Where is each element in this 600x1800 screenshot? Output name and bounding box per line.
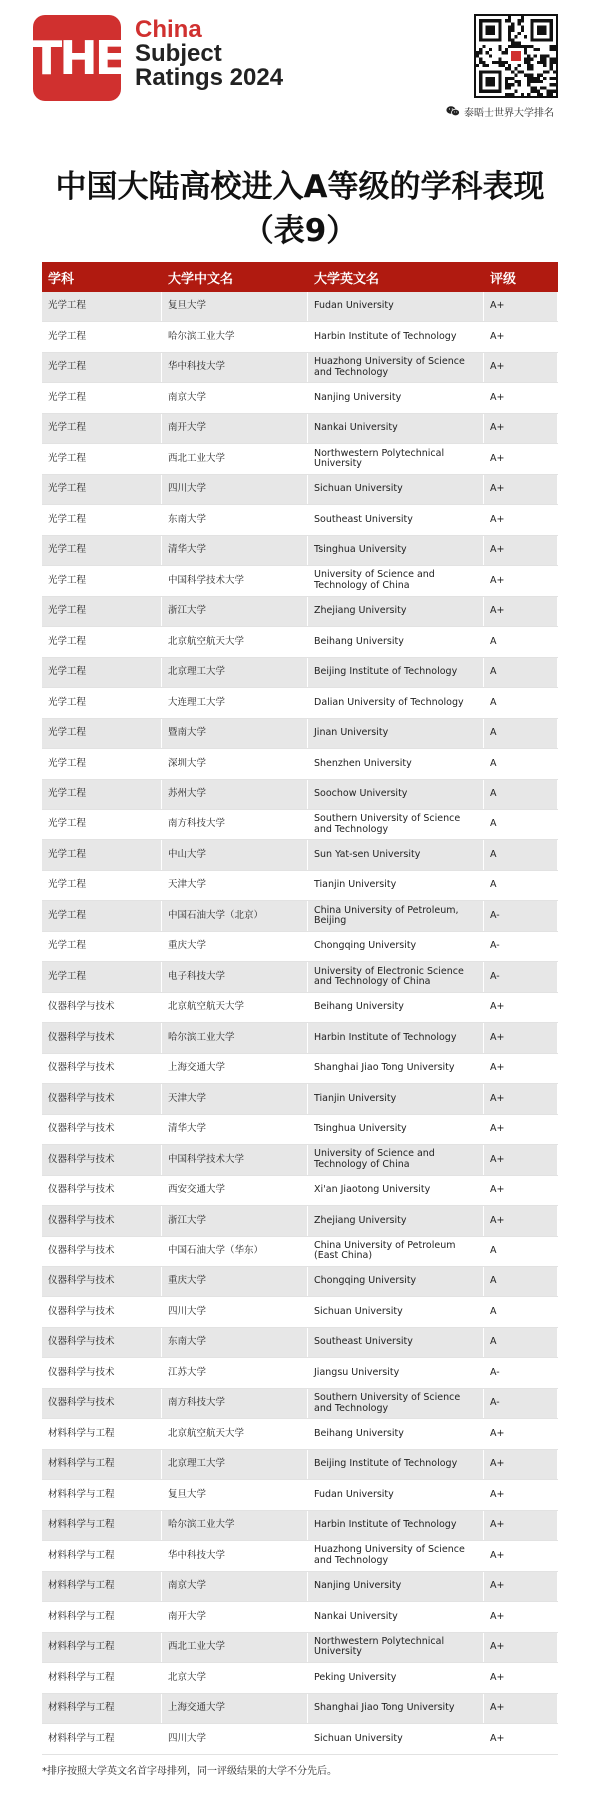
cell-rating: A+	[484, 1480, 558, 1509]
cell-subject: 仪器科学与技术	[42, 1297, 162, 1326]
cell-chinese-name: 北京理工大学	[162, 1450, 308, 1479]
cell-rating: A+	[484, 505, 558, 534]
table-row	[42, 1572, 558, 1602]
cell-english-name: Shanghai Jiao Tong University	[308, 1694, 484, 1723]
cell-rating: A+	[484, 1633, 558, 1662]
cell-chinese-name: 苏州大学	[162, 780, 308, 809]
cell-subject: 仪器科学与技术	[42, 1115, 162, 1144]
cell-chinese-name: 上海交通大学	[162, 1694, 308, 1723]
column-header-english-name: 大学英文名	[314, 271, 380, 287]
cell-subject: 材料科学与工程	[42, 1633, 162, 1662]
cell-english-name: Tsinghua University	[308, 536, 484, 565]
cell-rating: A	[484, 688, 558, 717]
cell-english-name: China University of Petroleum (East China)	[308, 1237, 484, 1266]
table-row	[42, 1267, 558, 1297]
cell-rating: A+	[484, 1023, 558, 1052]
cell-subject: 材料科学与工程	[42, 1663, 162, 1692]
cell-subject: 仪器科学与技术	[42, 1084, 162, 1113]
cell-english-name: Harbin Institute of Technology	[308, 322, 484, 351]
cell-english-name: Northwestern Polytechnical University	[308, 444, 484, 473]
cell-chinese-name: 中国科学技术大学	[162, 566, 308, 595]
cell-chinese-name: 哈尔滨工业大学	[162, 1023, 308, 1052]
table-row	[42, 1115, 558, 1145]
cell-english-name: University of Science and Technology of China	[308, 1145, 484, 1174]
table-row	[42, 1633, 558, 1663]
cell-chinese-name: 北京大学	[162, 1663, 308, 1692]
column-header-chinese-name: 大学中文名	[168, 271, 234, 287]
cell-english-name: China University of Petroleum, Beijing	[308, 901, 484, 930]
cell-rating: A	[484, 719, 558, 748]
brand-line-2: Subject	[135, 40, 222, 67]
footnote: *排序按照大学英文名首字母排列，同一评级结果的大学不分先后。	[42, 1766, 337, 1777]
table-row	[42, 322, 558, 352]
cell-subject: 材料科学与工程	[42, 1541, 162, 1570]
cell-english-name: Tianjin University	[308, 871, 484, 900]
cell-rating: A	[484, 627, 558, 656]
table-row	[42, 536, 558, 566]
cell-rating: A-	[484, 1358, 558, 1387]
table-row	[42, 871, 558, 901]
cell-english-name: Zhejiang University	[308, 1206, 484, 1235]
cell-subject: 光学工程	[42, 597, 162, 626]
column-header-subject: 学科	[48, 271, 75, 287]
cell-chinese-name: 哈尔滨工业大学	[162, 1511, 308, 1540]
cell-rating: A+	[484, 1084, 558, 1113]
cell-rating: A+	[484, 1724, 558, 1753]
cell-subject: 仪器科学与技术	[42, 1206, 162, 1235]
cell-english-name: Nanjing University	[308, 1572, 484, 1601]
cell-subject: 光学工程	[42, 871, 162, 900]
cell-english-name: Beijing Institute of Technology	[308, 658, 484, 687]
cell-chinese-name: 深圳大学	[162, 749, 308, 778]
cell-english-name: Dalian University of Technology	[308, 688, 484, 717]
cell-subject: 光学工程	[42, 414, 162, 443]
cell-subject: 仪器科学与技术	[42, 1267, 162, 1296]
table-row	[42, 1084, 558, 1114]
cell-english-name: Shanghai Jiao Tong University	[308, 1054, 484, 1083]
table-row	[42, 292, 558, 322]
cell-english-name: Zhejiang University	[308, 597, 484, 626]
cell-rating: A+	[484, 1694, 558, 1723]
cell-subject: 材料科学与工程	[42, 1694, 162, 1723]
table-row	[42, 1724, 558, 1754]
cell-subject: 仪器科学与技术	[42, 1023, 162, 1052]
cell-rating: A+	[484, 1602, 558, 1631]
cell-english-name: Sun Yat-sen University	[308, 840, 484, 869]
cell-subject: 仪器科学与技术	[42, 1054, 162, 1083]
cell-rating: A+	[484, 353, 558, 382]
cell-english-name: Southeast University	[308, 505, 484, 534]
cell-chinese-name: 中国石油大学（北京）	[162, 901, 308, 930]
cell-subject: 仪器科学与技术	[42, 1328, 162, 1357]
table-row	[42, 383, 558, 413]
cell-rating: A+	[484, 1572, 558, 1601]
cell-english-name: Fudan University	[308, 1480, 484, 1509]
table-row	[42, 658, 558, 688]
cell-english-name: Southern University of Science and Technology	[308, 810, 484, 839]
table-row	[42, 353, 558, 383]
cell-chinese-name: 清华大学	[162, 536, 308, 565]
cell-english-name: Beihang University	[308, 1419, 484, 1448]
cell-subject: 光学工程	[42, 901, 162, 930]
cell-rating: A	[484, 871, 558, 900]
cell-chinese-name: 复旦大学	[162, 1480, 308, 1509]
cell-chinese-name: 天津大学	[162, 1084, 308, 1113]
cell-english-name: Nankai University	[308, 1602, 484, 1631]
cell-english-name: Beihang University	[308, 627, 484, 656]
cell-subject: 光学工程	[42, 810, 162, 839]
qr-code-icon	[474, 14, 558, 98]
table-row	[42, 1541, 558, 1571]
cell-english-name: University of Science and Technology of China	[308, 566, 484, 595]
cell-subject: 光学工程	[42, 505, 162, 534]
cell-chinese-name: 南京大学	[162, 1572, 308, 1601]
cell-rating: A+	[484, 444, 558, 473]
cell-rating: A+	[484, 1663, 558, 1692]
cell-english-name: Southeast University	[308, 1328, 484, 1357]
cell-chinese-name: 江苏大学	[162, 1358, 308, 1387]
cell-chinese-name: 天津大学	[162, 871, 308, 900]
cell-chinese-name: 南京大学	[162, 383, 308, 412]
cell-rating: A+	[484, 475, 558, 504]
cell-chinese-name: 南方科技大学	[162, 810, 308, 839]
table-row	[42, 901, 558, 931]
cell-rating: A+	[484, 322, 558, 351]
cell-rating: A	[484, 1267, 558, 1296]
table-row	[42, 627, 558, 657]
cell-english-name: Shenzhen University	[308, 749, 484, 778]
cell-rating: A+	[484, 383, 558, 412]
table-row	[42, 1663, 558, 1693]
cell-chinese-name: 华中科技大学	[162, 1541, 308, 1570]
cell-subject: 光学工程	[42, 749, 162, 778]
ratings-table	[42, 262, 558, 1755]
cell-chinese-name: 浙江大学	[162, 1206, 308, 1235]
header	[0, 0, 600, 120]
cell-chinese-name: 中国石油大学（华东）	[162, 1237, 308, 1266]
cell-chinese-name: 西安交通大学	[162, 1176, 308, 1205]
cell-chinese-name: 暨南大学	[162, 719, 308, 748]
cell-subject: 仪器科学与技术	[42, 1176, 162, 1205]
table-row	[42, 1419, 558, 1449]
cell-english-name: Huazhong University of Science and Technology	[308, 353, 484, 382]
cell-rating: A+	[484, 1176, 558, 1205]
logo-text: THE	[30, 31, 124, 85]
table-row	[42, 1145, 558, 1175]
table-row	[42, 444, 558, 474]
cell-chinese-name: 西北工业大学	[162, 1633, 308, 1662]
cell-chinese-name: 北京航空航天大学	[162, 627, 308, 656]
table-row	[42, 1358, 558, 1388]
cell-chinese-name: 哈尔滨工业大学	[162, 322, 308, 351]
cell-chinese-name: 重庆大学	[162, 1267, 308, 1296]
the-logo	[30, 15, 124, 101]
cell-chinese-name: 重庆大学	[162, 932, 308, 961]
table-row	[42, 1054, 558, 1084]
table-row	[42, 810, 558, 840]
cell-rating: A-	[484, 901, 558, 930]
cell-chinese-name: 华中科技大学	[162, 353, 308, 382]
cell-chinese-name: 西北工业大学	[162, 444, 308, 473]
cell-subject: 材料科学与工程	[42, 1602, 162, 1631]
cell-subject: 材料科学与工程	[42, 1572, 162, 1601]
table-header	[42, 262, 558, 292]
cell-chinese-name: 上海交通大学	[162, 1054, 308, 1083]
cell-rating: A+	[484, 1145, 558, 1174]
cell-english-name: Harbin Institute of Technology	[308, 1511, 484, 1540]
table-row	[42, 1480, 558, 1510]
cell-english-name: Jiangsu University	[308, 1358, 484, 1387]
cell-subject: 光学工程	[42, 536, 162, 565]
cell-english-name: Fudan University	[308, 292, 484, 321]
cell-english-name: Xi'an Jiaotong University	[308, 1176, 484, 1205]
cell-subject: 材料科学与工程	[42, 1724, 162, 1753]
cell-rating: A+	[484, 597, 558, 626]
cell-english-name: Beijing Institute of Technology	[308, 1450, 484, 1479]
cell-rating: A+	[484, 993, 558, 1022]
cell-subject: 光学工程	[42, 444, 162, 473]
cell-subject: 光学工程	[42, 658, 162, 687]
cell-rating: A+	[484, 414, 558, 443]
page-title	[0, 165, 600, 253]
cell-subject: 光学工程	[42, 292, 162, 321]
cell-rating: A	[484, 1328, 558, 1357]
table-row	[42, 566, 558, 596]
cell-chinese-name: 浙江大学	[162, 597, 308, 626]
table-row	[42, 840, 558, 870]
cell-english-name: Chongqing University	[308, 1267, 484, 1296]
table-row	[42, 749, 558, 779]
cell-english-name: Soochow University	[308, 780, 484, 809]
cell-rating: A	[484, 840, 558, 869]
cell-subject: 光学工程	[42, 840, 162, 869]
cell-english-name: Sichuan University	[308, 475, 484, 504]
table-row	[42, 1237, 558, 1267]
cell-subject: 光学工程	[42, 780, 162, 809]
table-row	[42, 1176, 558, 1206]
table-row	[42, 505, 558, 535]
table-body	[42, 292, 558, 1755]
cell-english-name: Harbin Institute of Technology	[308, 1023, 484, 1052]
cell-rating: A	[484, 810, 558, 839]
cell-subject: 材料科学与工程	[42, 1480, 162, 1509]
cell-rating: A+	[484, 1541, 558, 1570]
cell-chinese-name: 北京航空航天大学	[162, 993, 308, 1022]
cell-rating: A+	[484, 1450, 558, 1479]
cell-chinese-name: 电子科技大学	[162, 962, 308, 991]
table-row	[42, 932, 558, 962]
cell-english-name: Tianjin University	[308, 1084, 484, 1113]
cell-chinese-name: 中国科学技术大学	[162, 1145, 308, 1174]
wechat-icon	[446, 105, 460, 117]
cell-english-name: Beihang University	[308, 993, 484, 1022]
table-row	[42, 414, 558, 444]
cell-subject: 材料科学与工程	[42, 1450, 162, 1479]
table-row	[42, 1023, 558, 1053]
cell-subject: 光学工程	[42, 353, 162, 382]
cell-english-name: Nankai University	[308, 414, 484, 443]
cell-subject: 仪器科学与技术	[42, 1237, 162, 1266]
wechat-label: 泰晤士世界大学排名	[464, 107, 554, 119]
cell-rating: A+	[484, 292, 558, 321]
table-row	[42, 597, 558, 627]
brand-line-3: Ratings 2024	[135, 64, 284, 91]
cell-chinese-name: 大连理工大学	[162, 688, 308, 717]
table-row	[42, 1206, 558, 1236]
table-row	[42, 1694, 558, 1724]
table-row	[42, 780, 558, 810]
cell-english-name: Southern University of Science and Technology	[308, 1389, 484, 1418]
cell-rating: A	[484, 1237, 558, 1266]
cell-rating: A+	[484, 1419, 558, 1448]
cell-subject: 材料科学与工程	[42, 1419, 162, 1448]
cell-rating: A	[484, 1297, 558, 1326]
cell-chinese-name: 东南大学	[162, 1328, 308, 1357]
cell-rating: A+	[484, 1054, 558, 1083]
cell-subject: 仪器科学与技术	[42, 1358, 162, 1387]
cell-english-name: Tsinghua University	[308, 1115, 484, 1144]
table-row	[42, 475, 558, 505]
table-row	[42, 1297, 558, 1327]
title-line-2: （表9）	[242, 213, 358, 249]
cell-subject: 光学工程	[42, 962, 162, 991]
cell-subject: 光学工程	[42, 322, 162, 351]
title-line-1: 中国大陆高校进入A等级的学科表现	[55, 169, 545, 205]
cell-chinese-name: 中山大学	[162, 840, 308, 869]
cell-rating: A+	[484, 566, 558, 595]
cell-chinese-name: 南开大学	[162, 1602, 308, 1631]
table-row	[42, 719, 558, 749]
table-row	[42, 993, 558, 1023]
column-header-rating: 评级	[490, 271, 517, 287]
cell-subject: 光学工程	[42, 719, 162, 748]
cell-subject: 光学工程	[42, 932, 162, 961]
cell-rating: A	[484, 749, 558, 778]
cell-rating: A-	[484, 962, 558, 991]
table-row	[42, 688, 558, 718]
cell-rating: A+	[484, 1511, 558, 1540]
cell-chinese-name: 四川大学	[162, 1724, 308, 1753]
cell-subject: 光学工程	[42, 475, 162, 504]
table-row	[42, 1389, 558, 1419]
cell-subject: 仪器科学与技术	[42, 1145, 162, 1174]
cell-chinese-name: 北京航空航天大学	[162, 1419, 308, 1448]
cell-rating: A-	[484, 932, 558, 961]
cell-chinese-name: 南方科技大学	[162, 1389, 308, 1418]
cell-subject: 仪器科学与技术	[42, 1389, 162, 1418]
table-row	[42, 1328, 558, 1358]
cell-english-name: Chongqing University	[308, 932, 484, 961]
cell-chinese-name: 四川大学	[162, 1297, 308, 1326]
cell-subject: 光学工程	[42, 627, 162, 656]
cell-subject: 光学工程	[42, 688, 162, 717]
cell-english-name: Sichuan University	[308, 1297, 484, 1326]
cell-chinese-name: 清华大学	[162, 1115, 308, 1144]
brand-title	[135, 18, 283, 90]
cell-rating: A	[484, 658, 558, 687]
cell-subject: 仪器科学与技术	[42, 993, 162, 1022]
cell-english-name: Jinan University	[308, 719, 484, 748]
cell-english-name: Sichuan University	[308, 1724, 484, 1753]
cell-rating: A	[484, 780, 558, 809]
cell-subject: 材料科学与工程	[42, 1511, 162, 1540]
cell-english-name: Peking University	[308, 1663, 484, 1692]
wechat-account	[446, 104, 554, 118]
table-row	[42, 962, 558, 992]
cell-subject: 光学工程	[42, 566, 162, 595]
cell-rating: A+	[484, 1206, 558, 1235]
brand-line-1: China	[135, 16, 202, 43]
cell-rating: A+	[484, 1115, 558, 1144]
cell-subject: 光学工程	[42, 383, 162, 412]
table-row	[42, 1602, 558, 1632]
cell-chinese-name: 北京理工大学	[162, 658, 308, 687]
cell-english-name: Huazhong University of Science and Technology	[308, 1541, 484, 1570]
cell-english-name: Northwestern Polytechnical University	[308, 1633, 484, 1662]
cell-chinese-name: 东南大学	[162, 505, 308, 534]
table-row	[42, 1450, 558, 1480]
table-row	[42, 1511, 558, 1541]
cell-chinese-name: 复旦大学	[162, 292, 308, 321]
cell-chinese-name: 四川大学	[162, 475, 308, 504]
cell-english-name: Nanjing University	[308, 383, 484, 412]
cell-english-name: University of Electronic Science and Technology of China	[308, 962, 484, 991]
cell-rating: A+	[484, 536, 558, 565]
cell-rating: A-	[484, 1389, 558, 1418]
cell-chinese-name: 南开大学	[162, 414, 308, 443]
